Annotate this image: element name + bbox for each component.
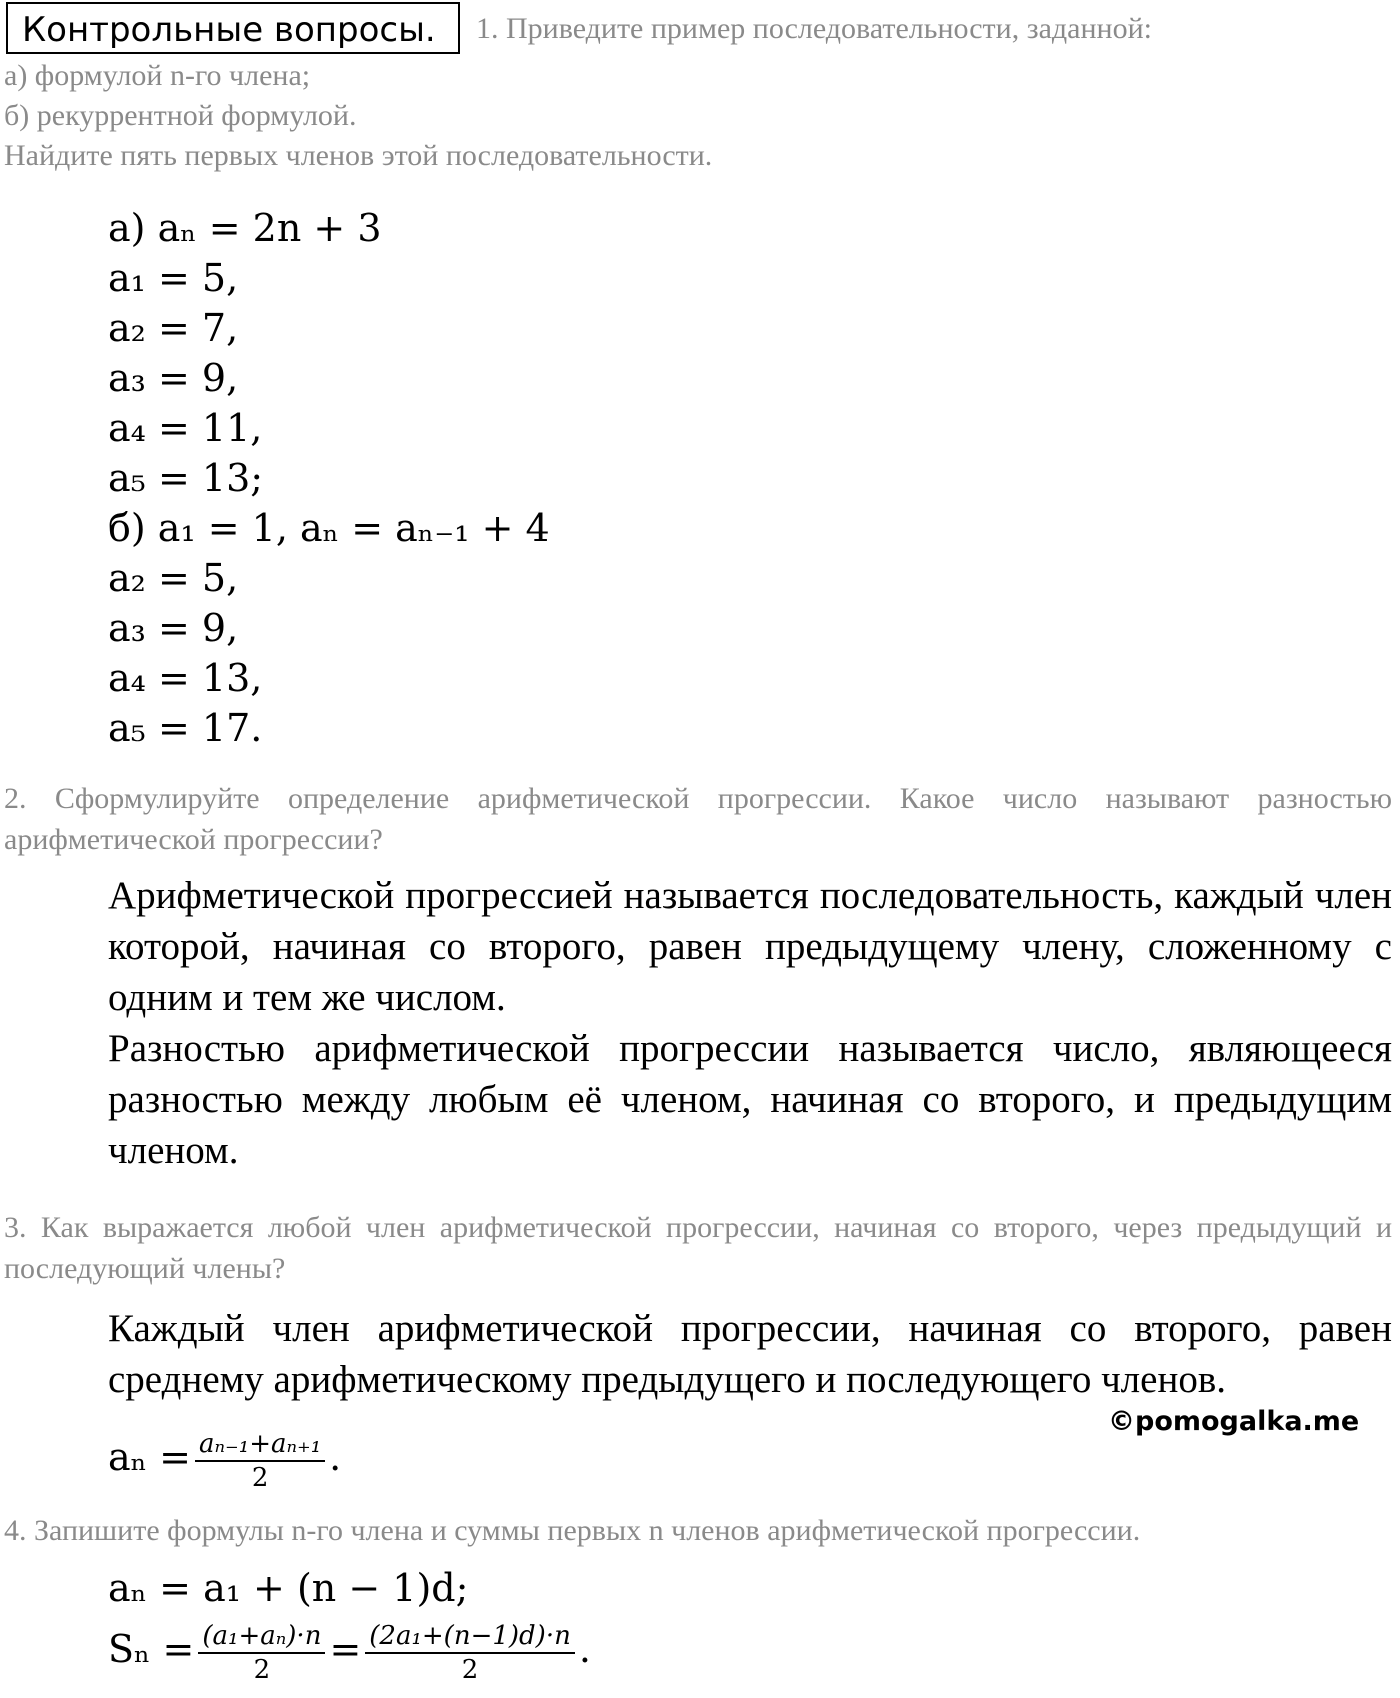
q1-answer-a-expression: aₙ = 2n + 3 xyxy=(157,206,382,250)
q1-term-b2: a₂ = 5, xyxy=(108,556,239,600)
q4-formula-sum-lhs: Sₙ = xyxy=(108,1627,195,1671)
watermark: ©pomogalka.me xyxy=(1108,1406,1360,1437)
section-title-box xyxy=(6,2,460,54)
q1-item-a: а) формулой n-го члена; xyxy=(4,59,311,92)
q1-item-b: б) рекуррентной формулой. xyxy=(4,99,357,132)
q1-answer-b-expression: a₁ = 1, aₙ = aₙ₋₁ + 4 xyxy=(157,506,550,550)
q3-answer: Каждый член арифметической прогрессии, начиная со второго, равен среднему арифметическому предыдущего и последующего членов. xyxy=(108,1307,1392,1401)
q1-answer-a-label: а) xyxy=(108,206,146,250)
q1-answer-a-formula xyxy=(108,202,382,254)
q3-formula-end: . xyxy=(329,1435,342,1479)
q2-answer-definition: Арифметической прогрессией называется последовательность, каждый член которой, начиная со второго, равен предыдущему члену, сложенному с одним и тем же числом. xyxy=(108,874,1392,1019)
q1-term-a3: a₃ = 9, xyxy=(108,356,239,400)
q1-intro: 1. Приведите пример последовательности, заданной: xyxy=(476,12,1152,45)
q4-formula-sum-fraction-2 xyxy=(365,1620,575,1686)
q1-term-b3: a₃ = 9, xyxy=(108,606,239,650)
q1-term-a4: a₄ = 11, xyxy=(108,406,263,450)
q3-formula-denominator: 2 xyxy=(251,1462,269,1493)
q3-formula-fraction xyxy=(195,1428,325,1494)
section-title: Контрольные вопросы. xyxy=(22,10,436,50)
q4-formula-sum xyxy=(108,1612,591,1686)
q4-formula-sum-end: . xyxy=(578,1627,591,1671)
q4-formula-sum-denominator-1: 2 xyxy=(253,1654,271,1685)
q4-formula-sum-numerator-2: (2a₁+(n−1)d)·n xyxy=(365,1620,575,1654)
q1-answer-b-formula xyxy=(108,502,550,554)
q2-answer-difference: Разностью арифметической прогрессии называется число, являющееся разностью между любым её членом, начиная со второго, и предыдущим членом. xyxy=(108,1027,1392,1172)
q4-formula-sum-numerator-1: (a₁+aₙ)·n xyxy=(198,1620,325,1654)
q3-formula-lhs: aₙ = xyxy=(108,1435,192,1479)
q1-term-b4: a₄ = 13, xyxy=(108,656,263,700)
q4-formula-sum-fraction-1 xyxy=(198,1620,325,1686)
q1-term-b5: a₅ = 17. xyxy=(108,706,263,750)
q2-answer xyxy=(108,870,1392,1176)
q4-formula-nth-term: aₙ = a₁ + (n − 1)d; xyxy=(108,1566,469,1610)
q3-question: 3. Как выражается любой член арифметической прогрессии, начиная со второго, через предыдущий и последующий члены? xyxy=(4,1211,1392,1285)
q1-term-a2: a₂ = 7, xyxy=(108,306,239,350)
q1-term-a1: a₁ = 5, xyxy=(108,256,239,300)
q4-formula-sum-denominator-2: 2 xyxy=(461,1654,479,1685)
q1-answer-b-label: б) xyxy=(108,506,146,550)
q1-term-a5: a₅ = 13; xyxy=(108,456,264,500)
q2-question: 2. Сформулируйте определение арифметической прогрессии. Какое число называют разностью арифметической прогрессии? xyxy=(4,782,1392,856)
q4-question: 4. Запишите формулы n-го члена и суммы первых n членов арифметической прогрессии. xyxy=(4,1514,1141,1547)
q1-task: Найдите пять первых членов этой последовательности. xyxy=(4,139,713,172)
q3-formula xyxy=(108,1422,341,1494)
q3-formula-numerator: aₙ₋₁+aₙ₊₁ xyxy=(195,1428,325,1462)
q4-formula-sum-equals: = xyxy=(329,1627,362,1671)
